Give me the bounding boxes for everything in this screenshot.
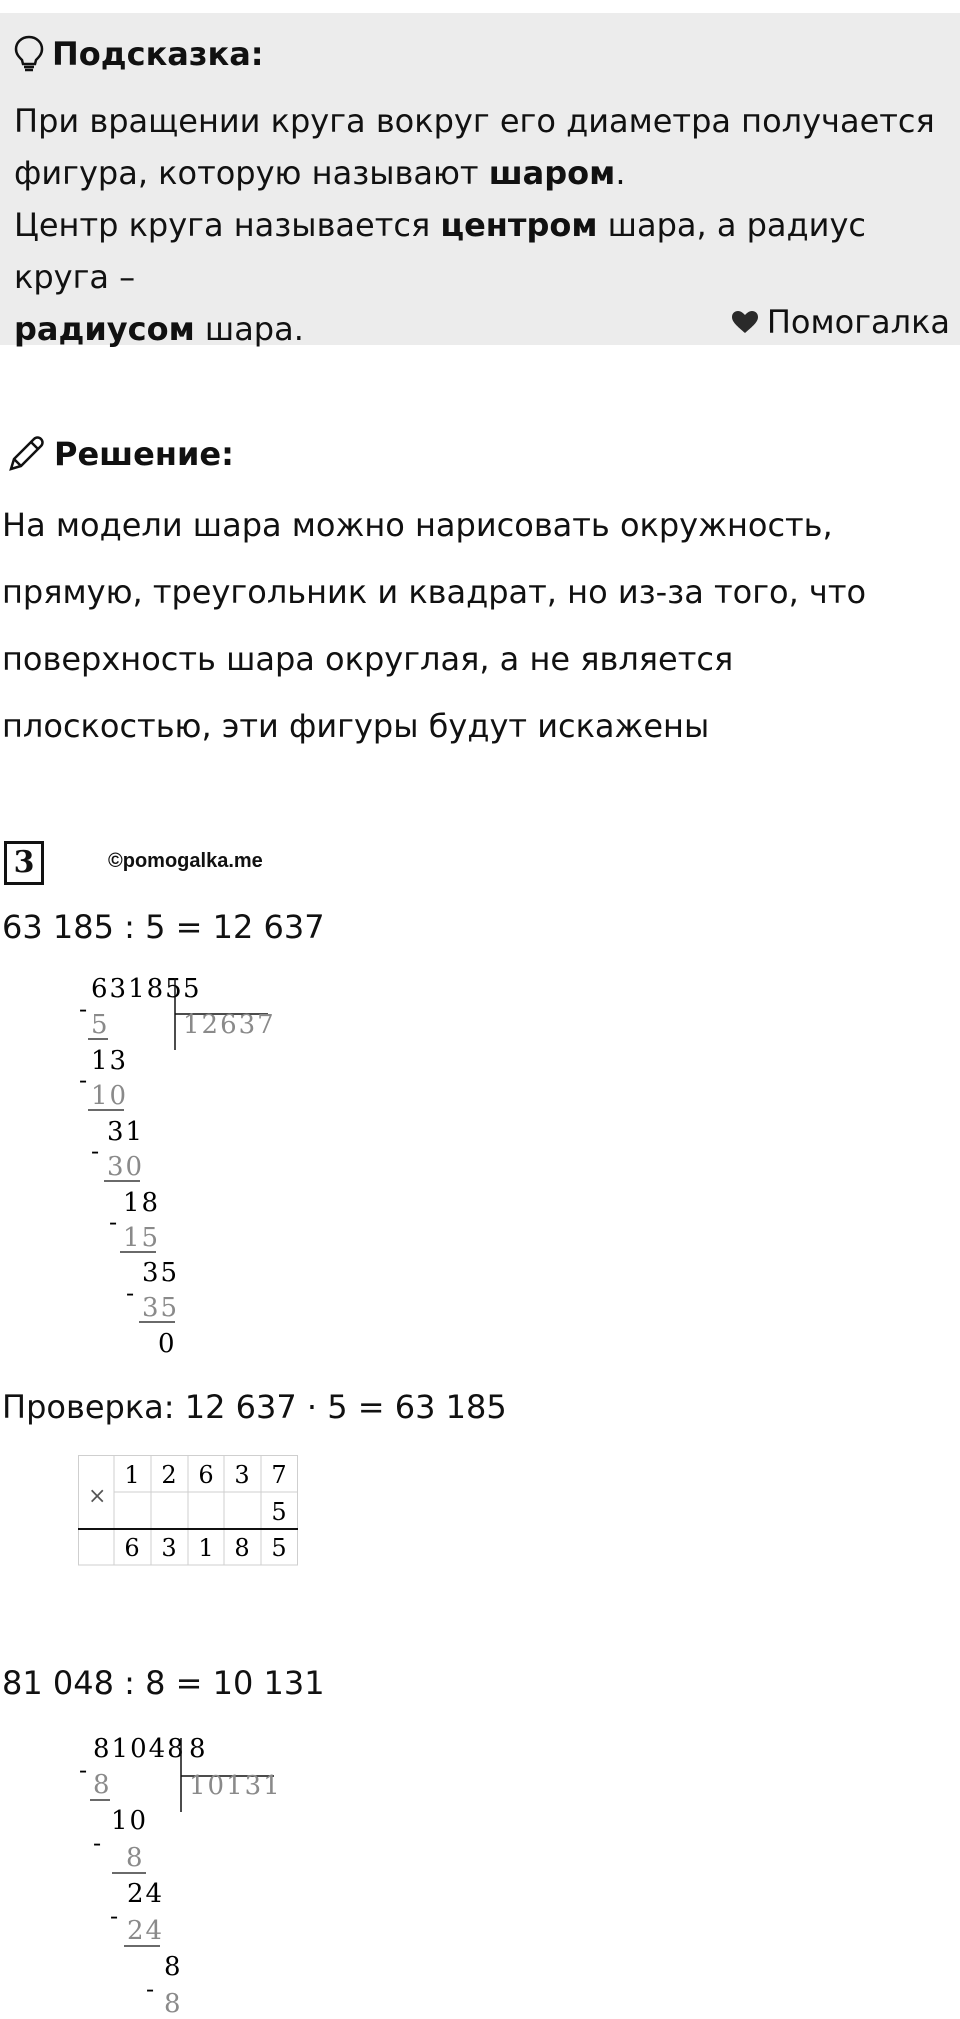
division1-remainder: 31 bbox=[107, 1117, 145, 1147]
division1-divisor: 5 bbox=[183, 974, 200, 1004]
hint-text-part: . bbox=[615, 154, 626, 192]
credit-label: Помогалка bbox=[766, 303, 950, 341]
hint-text-part: фигура, которую называют bbox=[14, 154, 489, 192]
long-division-1 bbox=[0, 970, 320, 1370]
minus-sign: - bbox=[126, 1279, 135, 1307]
division2-quotient: 10131 bbox=[189, 1771, 282, 1801]
grid-digit: 1 bbox=[198, 1534, 214, 1562]
division1-dividend: 63185 bbox=[91, 974, 184, 1004]
hint-term-radius: радиусом bbox=[14, 310, 195, 348]
minus-sign: - bbox=[110, 1902, 119, 1930]
division2-subtrahend: 8 bbox=[126, 1843, 143, 1873]
check-equation: Проверка: 12 637 · 5 = 63 185 bbox=[2, 1388, 507, 1426]
division1-remainder: 0 bbox=[158, 1329, 175, 1359]
division2-subtrahend: 8 bbox=[164, 1989, 181, 2019]
division2-remainder: 24 bbox=[127, 1879, 165, 1909]
division2-divisor: 8 bbox=[189, 1734, 206, 1764]
minus-sign: - bbox=[93, 1829, 102, 1857]
division1-subtrahend: 15 bbox=[123, 1223, 161, 1253]
division2-remainder: 8 bbox=[164, 1952, 181, 1982]
division1-subtrahend: 35 bbox=[142, 1293, 180, 1323]
minus-sign: - bbox=[79, 1066, 88, 1094]
minus-sign: - bbox=[91, 1137, 100, 1165]
grid-digit: 6 bbox=[198, 1461, 214, 1489]
lightbulb-icon bbox=[14, 35, 44, 73]
division1-remainder: 18 bbox=[123, 1188, 161, 1218]
hint-title: Подсказка: bbox=[52, 35, 264, 73]
hint-line bbox=[14, 199, 944, 303]
grid-digit: 2 bbox=[161, 1461, 177, 1489]
solution-text: На модели шара можно нарисовать окружность, прямую, треугольник и квадрат, но из-за того, что поверхность шара округлая, а не является плоскостью, эти фигуры будут искажены bbox=[2, 506, 867, 745]
hint-text-part: шара. bbox=[194, 310, 304, 348]
solution-title: Решение: bbox=[54, 435, 234, 473]
task-number: 3 bbox=[4, 841, 44, 885]
hint-header bbox=[14, 35, 264, 73]
solution-header bbox=[6, 434, 234, 474]
grid-digit: 1 bbox=[124, 1461, 140, 1489]
hint-text-part: шара, а радиус круга – bbox=[14, 206, 866, 296]
hint-term-center: центром bbox=[440, 206, 598, 244]
watermark: ©pomogalka.me bbox=[108, 850, 263, 872]
minus-sign: - bbox=[79, 995, 88, 1023]
grid-digit: 8 bbox=[234, 1534, 250, 1562]
multiply-sign: × bbox=[88, 1484, 107, 1509]
pencil-icon bbox=[6, 434, 46, 474]
credit bbox=[731, 303, 950, 341]
division1-remainder: 35 bbox=[142, 1258, 180, 1288]
division2-subtrahend: 8 bbox=[93, 1770, 110, 1800]
multiplication-grid bbox=[78, 1455, 302, 1567]
division2-dividend: 81048 bbox=[93, 1734, 186, 1764]
hint-text-part: Центр круга называется bbox=[14, 206, 441, 244]
minus-sign: - bbox=[109, 1208, 118, 1236]
long-division-2 bbox=[0, 1730, 320, 2019]
grid-digit: 5 bbox=[271, 1534, 287, 1562]
equation-2: 81 048 : 8 = 10 131 bbox=[2, 1664, 325, 1702]
heart-icon bbox=[731, 310, 759, 334]
grid-digit: 6 bbox=[124, 1534, 140, 1562]
division1-remainder: 13 bbox=[91, 1046, 129, 1076]
grid-digit: 7 bbox=[271, 1461, 287, 1489]
division2-remainder: 10 bbox=[111, 1806, 149, 1836]
division1-subtrahend: 10 bbox=[91, 1081, 129, 1111]
grid-digit: 5 bbox=[271, 1498, 287, 1526]
division1-quotient: 12637 bbox=[183, 1010, 276, 1040]
minus-sign: - bbox=[79, 1756, 88, 1784]
equation-1: 63 185 : 5 = 12 637 bbox=[2, 908, 325, 946]
hint-box bbox=[0, 13, 960, 348]
minus-sign: - bbox=[146, 1975, 155, 2003]
hint-line: При вращении круга вокруг его диаметра получается bbox=[14, 102, 935, 140]
division1-subtrahend: 5 bbox=[91, 1010, 108, 1040]
division2-subtrahend: 24 bbox=[127, 1916, 165, 1946]
grid-digit: 3 bbox=[161, 1534, 177, 1562]
division1-subtrahend: 30 bbox=[107, 1152, 145, 1182]
grid-digit: 3 bbox=[234, 1461, 250, 1489]
hint-term-ball: шаром bbox=[488, 154, 616, 192]
hint-line bbox=[14, 147, 944, 199]
